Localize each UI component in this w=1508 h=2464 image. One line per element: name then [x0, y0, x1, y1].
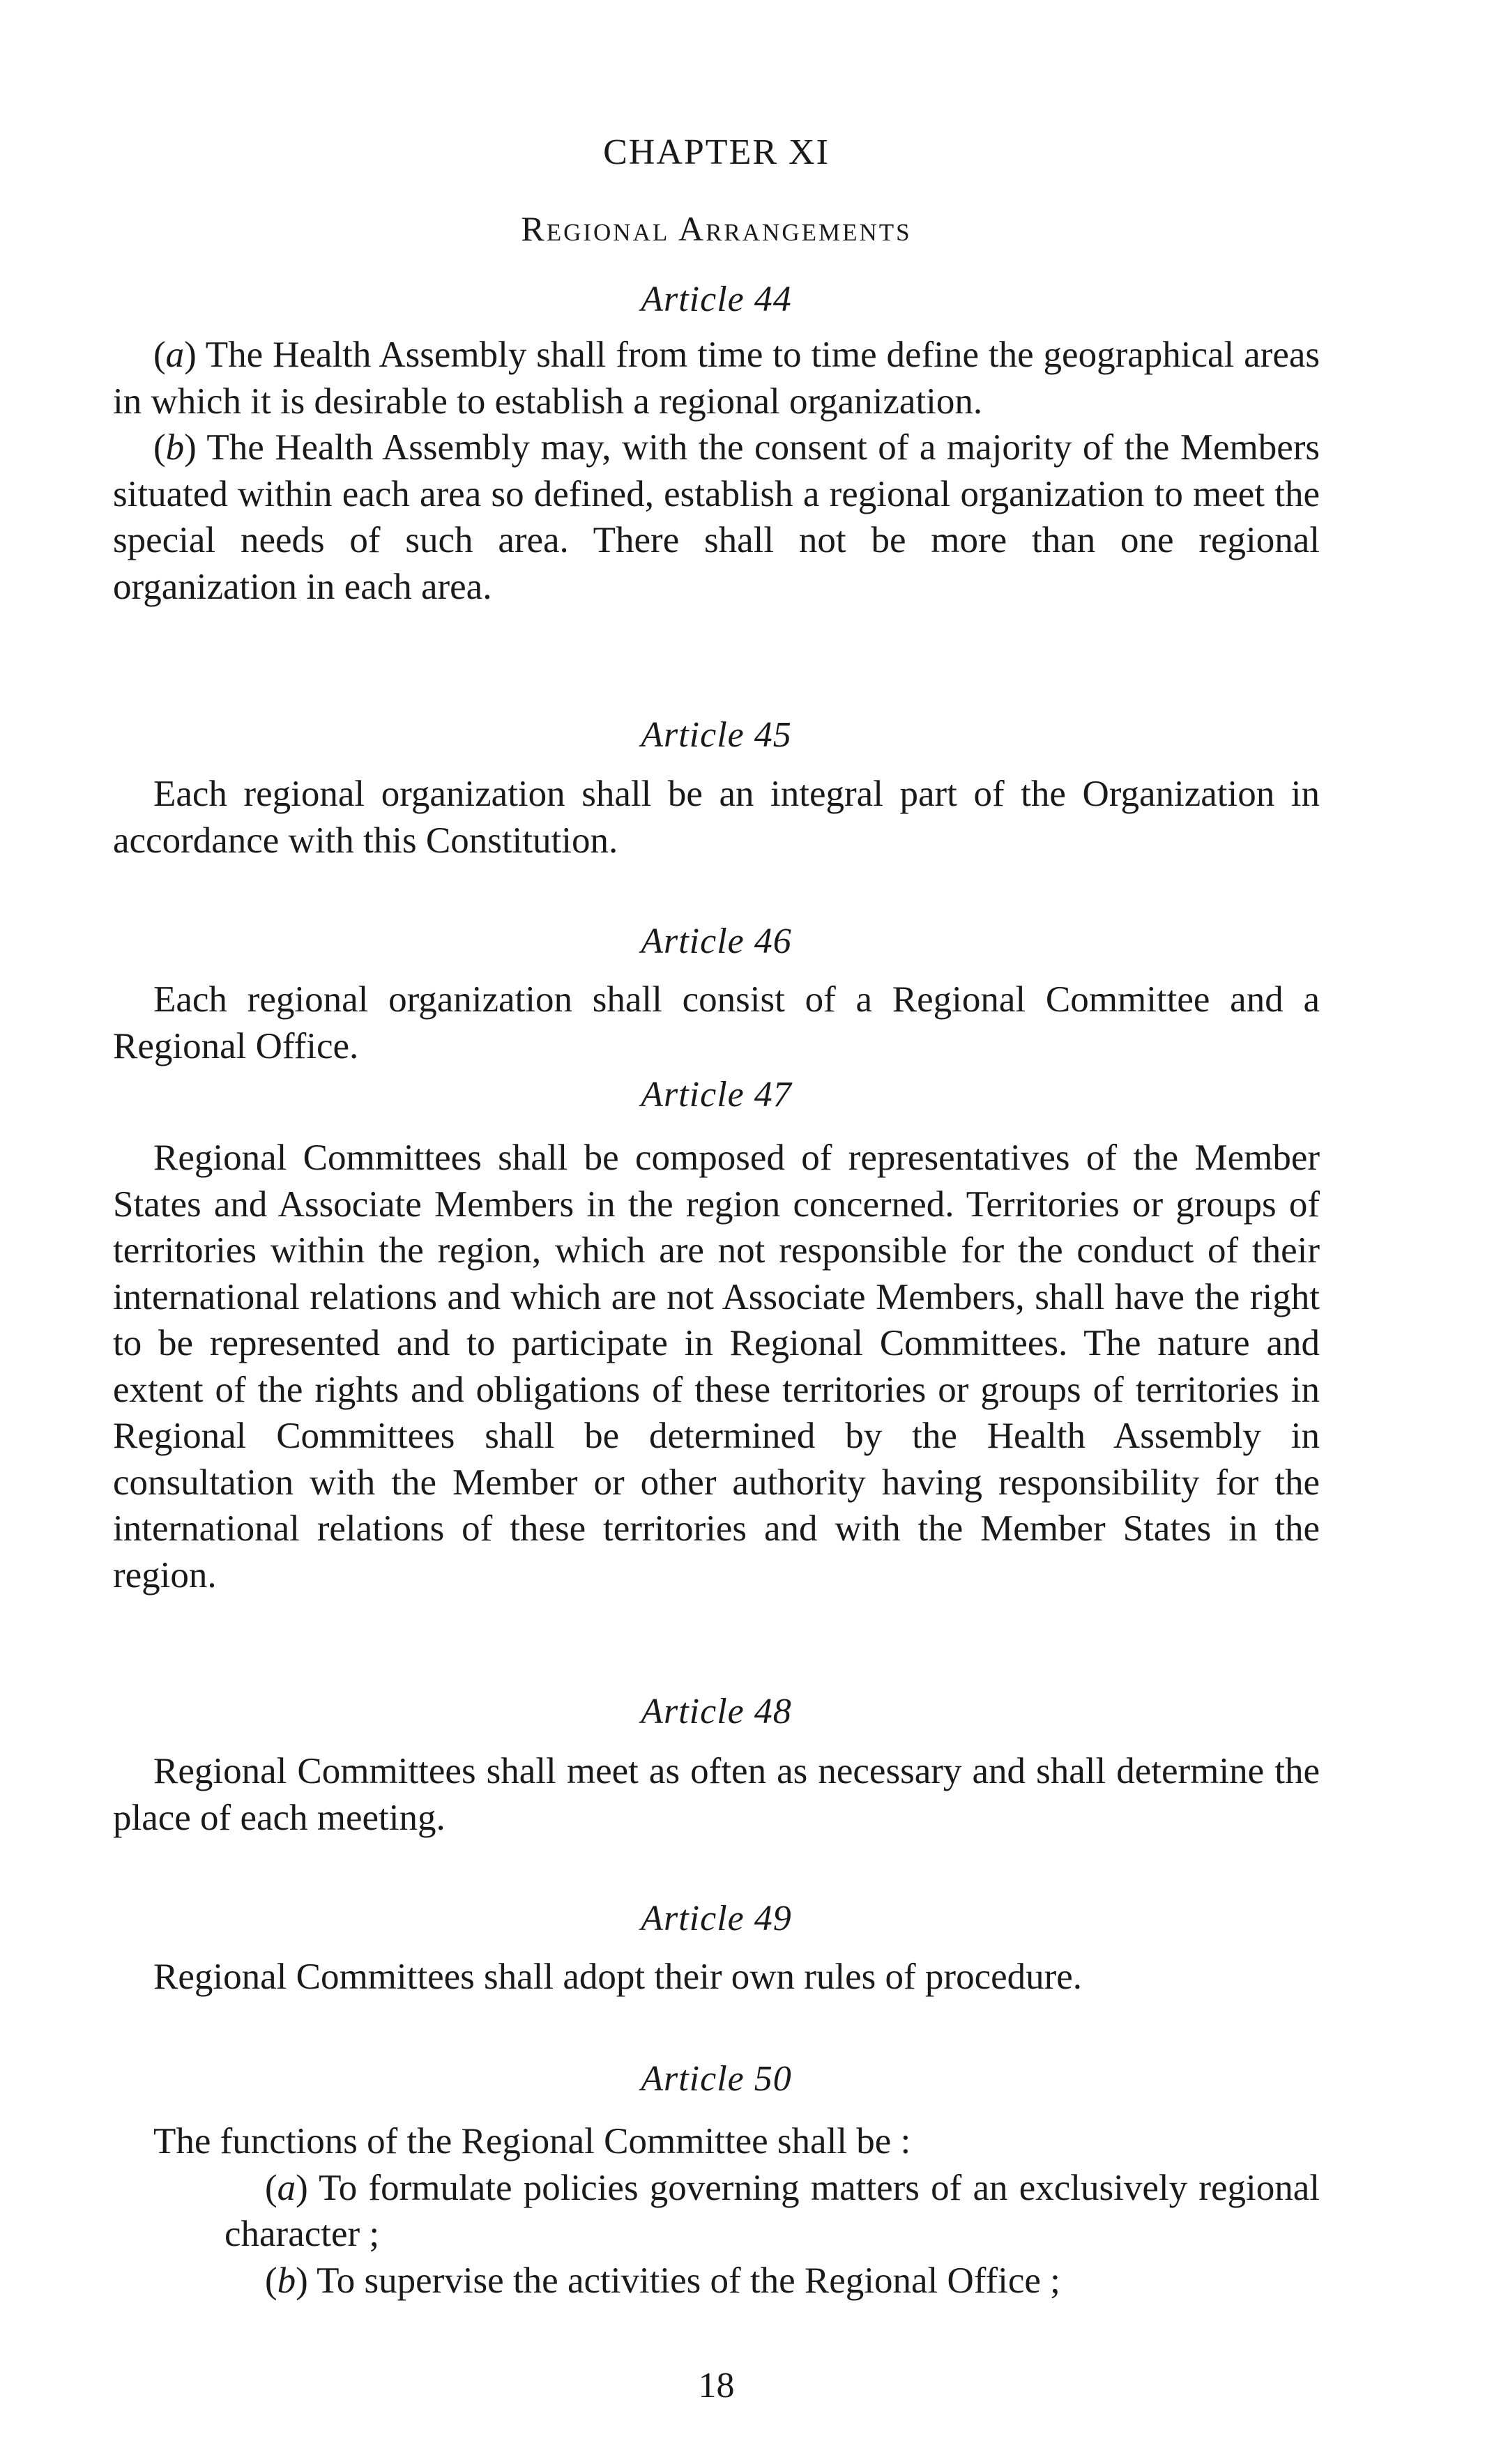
article-49-body: [113, 1954, 1320, 2000]
article-48-heading: Article 48: [641, 1692, 792, 1731]
article-46-heading: Article 46: [641, 921, 792, 961]
article-47-paragraph: Regional Committees shall be composed of representatives of the Member States and Associate Members in the region concerned. Territories or groups of territories within the region, which are not responsible for the conduct of their international relations and which are not Associate Members, shall have the right to be represented and to participate in Regional Committees. The nature and extent of the rights and obligations of these territories or groups of territories in Regional Committees shall be determined by the Health Assembly in consultation with the Member or other authority having responsibility for the international relations of these territories and with the Member States in the region.: [113, 1138, 1320, 1596]
article-47-heading: Article 47: [641, 1075, 792, 1115]
item-text: To formulate policies governing matters of an exclusively regional character ;: [224, 2167, 1320, 2254]
item-text: To supervise the activities of the Regional Office ;: [307, 2260, 1060, 2301]
article-50-heading: Article 50: [641, 2059, 792, 2099]
article-50-item-a: (a) To formulate policies governing matters of an exclusively regional character ;: [224, 2167, 1320, 2254]
article-45-paragraph: Each regional organization shall be an integral part of the Organization in accordance with this Constitution.: [113, 774, 1320, 861]
article-49-paragraph: Regional Committees shall adopt their own rules of procedure.: [153, 1957, 1083, 1997]
paragraph-mark: b: [165, 427, 185, 468]
chapter-title: CHAPTER XI: [603, 132, 830, 172]
article-46-body: [113, 977, 1320, 1069]
paragraph-mark: a: [165, 335, 185, 375]
article-46-paragraph: Each regional organization shall consist of a Regional Committee and a Regional Office.: [113, 979, 1320, 1066]
paragraph-text: The Health Assembly shall from time to time define the geographical areas in which it is desirable to establish a regional organization.: [113, 335, 1320, 422]
item-mark: a: [277, 2167, 296, 2208]
item-mark: b: [277, 2260, 296, 2301]
page-number: 18: [698, 2366, 735, 2405]
article-44-heading: Article 44: [641, 280, 792, 319]
article-44-paragraph-b: (b) The Health Assembly may, with the consent of a majority of the Members situated within each area so defined, establish a regional organization to meet the special needs of such area. There shall not be more than one regional organization in each area.: [113, 427, 1320, 607]
paragraph-text: The Health Assembly may, with the consent of a majority of the Members situated within each area so defined, establish a regional organization to meet the special needs of such area. There shall not be more than one regional organization in each area.: [113, 427, 1320, 607]
article-50-item-b: (b) To supervise the activities of the Regional Office ;: [265, 2260, 1060, 2301]
article-44-paragraph-a: (a) The Health Assembly shall from time to time define the geographical areas in which it is desirable to establish a regional organization.: [113, 335, 1320, 422]
article-48-paragraph: Regional Committees shall meet as often as necessary and shall determine the place of each meeting.: [113, 1751, 1320, 1838]
chapter-subtitle: Regional Arrangements: [521, 209, 912, 248]
article-44-body: [113, 332, 1320, 610]
article-45-body: [113, 771, 1320, 864]
article-45-heading: Article 45: [641, 715, 792, 755]
article-47-body: [113, 1135, 1320, 1598]
article-50-body: [113, 2118, 1320, 2304]
article-50-intro: The functions of the Regional Committee shall be :: [153, 2121, 911, 2161]
article-48-body: [113, 1748, 1320, 1841]
article-49-heading: Article 49: [641, 1899, 792, 1938]
